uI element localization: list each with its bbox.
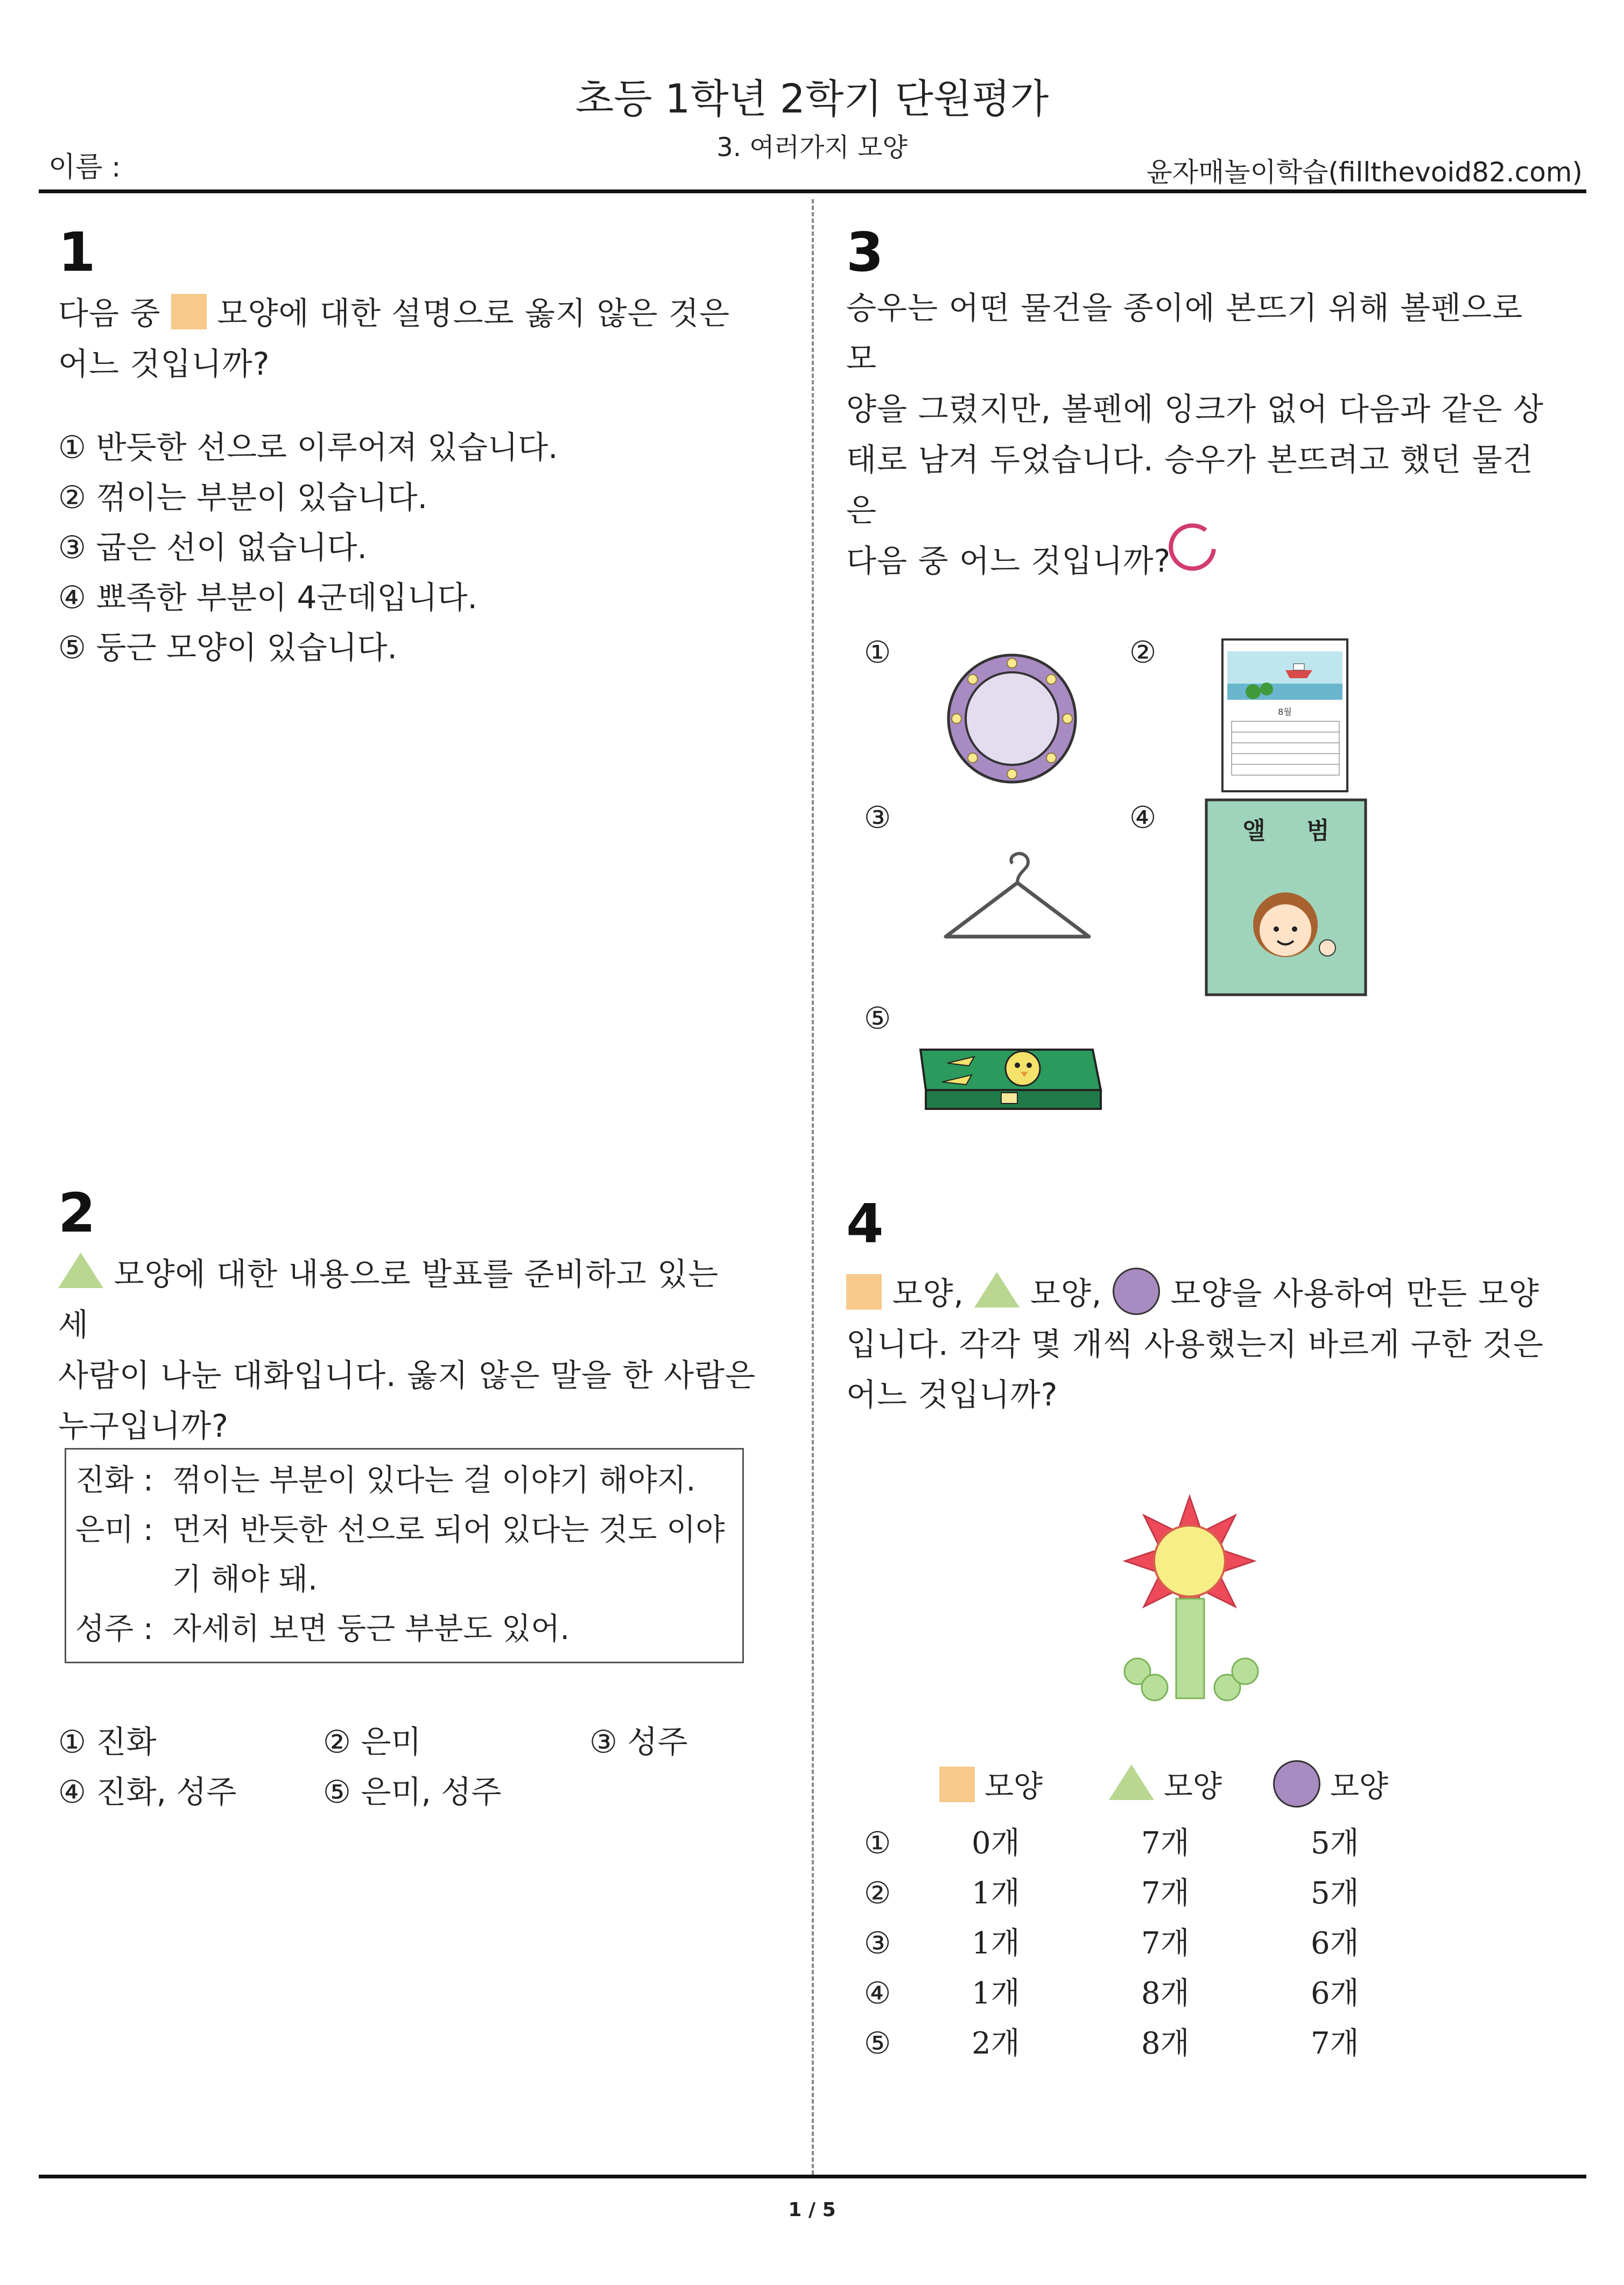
question-1-option-4[interactable]: ④ 뾰족한 부분이 4군데입니다. — [58, 579, 477, 616]
table-row[interactable]: ④ 1개 8개 6개 — [864, 1976, 1359, 2011]
table-row[interactable]: ① 0개 7개 5개 — [864, 1826, 1359, 1861]
square-shape-icon — [171, 294, 207, 329]
question-4-number: 4 — [846, 1192, 884, 1255]
question-2-text-line2: 사람이 나눈 대화입니다. 옳지 않은 말을 한 사람은 — [58, 1357, 756, 1394]
question-1-option-2[interactable]: ② 꺾이는 부분이 있습니다. — [58, 479, 428, 516]
question-3-text-line: 태로 남겨 두었습니다. 승우가 본뜨려고 했던 물건은 — [846, 441, 1534, 529]
square-shape-icon — [939, 1767, 975, 1802]
calendar-month-label: 8월 — [1278, 707, 1292, 717]
triangle-shape-icon — [974, 1272, 1020, 1307]
dialogue-line: 성주 : 자세히 보면 둥근 부분도 있어. — [75, 1612, 570, 1647]
site-credit: 윤자매놀이학습(fillthevoid82.com) — [1146, 157, 1583, 188]
hanger-image[interactable] — [939, 850, 1095, 947]
circle-shape-icon — [1113, 1268, 1160, 1315]
question-3-option-5-number[interactable]: ⑤ — [864, 1001, 891, 1036]
pencil-case-image[interactable] — [915, 1025, 1103, 1120]
question-2-option-5[interactable]: ⑤ 은미, 성주 — [323, 1774, 502, 1810]
table-row[interactable]: ③ 1개 7개 6개 — [864, 1926, 1359, 1961]
question-3-number: 3 — [846, 221, 884, 284]
footer-divider — [39, 2175, 1586, 2178]
question-2-option-4[interactable]: ④ 진화, 성주 — [58, 1774, 237, 1810]
question-1-number: 1 — [58, 221, 96, 284]
worksheet-title: 초등 1학년 2학기 단원평가 — [575, 76, 1049, 122]
question-1-text-line2: 어느 것입니까? — [58, 346, 270, 382]
triangle-shape-icon — [1109, 1764, 1154, 1800]
question-1-text-pre: 다음 중 — [58, 295, 161, 332]
header-divider — [39, 189, 1586, 193]
question-3-option-1-number[interactable]: ① — [864, 635, 891, 670]
question-1-options — [58, 423, 558, 673]
album-title: 앨 범 — [1242, 817, 1330, 845]
table-header-square: 모양 — [939, 1763, 1043, 1806]
question-3-option-2-number[interactable]: ② — [1129, 635, 1157, 670]
name-label: 이름 : — [48, 151, 121, 184]
dialogue-line: 은미 : 먼저 반듯한 선으로 되어 있다는 것도 이야 — [75, 1513, 725, 1548]
table-row[interactable]: ⑤ 2개 8개 7개 — [864, 2026, 1359, 2061]
question-3-option-3-number[interactable]: ③ — [864, 800, 891, 835]
page-number: 1 / 5 — [788, 2199, 836, 2221]
calendar-image[interactable] — [1221, 638, 1350, 794]
triangle-shape-icon — [58, 1253, 103, 1288]
question-2-option-1[interactable]: ① 진화 — [58, 1724, 157, 1760]
question-2-text-post: 모양에 대한 내용으로 발표를 준비하고 있는 세 — [58, 1256, 719, 1343]
table-header-circle: 모양 — [1273, 1760, 1388, 1808]
column-divider — [812, 199, 814, 2175]
dialogue-line: 진화 : 꺾이는 부분이 있다는 걸 이야기 해야지. — [75, 1463, 696, 1498]
question-3-text-line: 승우는 어떤 물건을 종이에 본뜨기 위해 볼펜으로 모 — [846, 290, 1523, 377]
question-1-option-3[interactable]: ③ 굽은 선이 없습니다. — [58, 529, 367, 566]
question-3-text-line: 양을 그렸지만, 볼펜에 잉크가 없어 다음과 같은 상 — [846, 391, 1544, 427]
question-2-text-line3: 누구입니까? — [58, 1408, 229, 1444]
partial-circle-trace — [1163, 519, 1222, 579]
table-header-triangle: 모양 — [1109, 1763, 1222, 1806]
worksheet-subtitle: 3. 여러가지 모양 — [716, 132, 908, 163]
question-2-number: 2 — [58, 1182, 96, 1245]
question-2-text — [58, 1249, 758, 1451]
table-row[interactable]: ② 1개 7개 5개 — [864, 1876, 1359, 1911]
question-2-option-2[interactable]: ② 은미 — [323, 1724, 421, 1760]
album-image[interactable] — [1205, 798, 1367, 996]
dialogue-lines — [75, 1456, 725, 1654]
question-1-text — [58, 288, 758, 389]
square-shape-icon — [846, 1274, 882, 1310]
question-3-text-line: 다음 중 어느 것입니까? — [846, 543, 1171, 579]
question-3-option-4-number[interactable]: ④ — [1129, 800, 1157, 835]
dialogue-line: 기 해야 돼. — [172, 1562, 318, 1597]
question-4-text: 모양, 모양, 모양을 사용하여 만든 모양 입니다. 각각 몇 개씩 사용했는지 바르게 구한 것은 어느 것입니까? — [846, 1268, 1567, 1420]
plate-image[interactable] — [945, 651, 1079, 786]
question-2-option-3[interactable]: ③ 성주 — [589, 1724, 688, 1760]
question-1-option-1[interactable]: ① 반듯한 선으로 이루어져 있습니다. — [58, 429, 558, 466]
answer-table — [864, 1818, 1359, 2069]
question-1-option-5[interactable]: ⑤ 둥근 모양이 있습니다. — [58, 629, 397, 666]
circle-shape-icon — [1273, 1760, 1320, 1808]
question-1-text-post: 모양에 대한 설명으로 옳지 않은 것은 — [217, 295, 730, 332]
shape-flower-figure — [1095, 1461, 1284, 1709]
